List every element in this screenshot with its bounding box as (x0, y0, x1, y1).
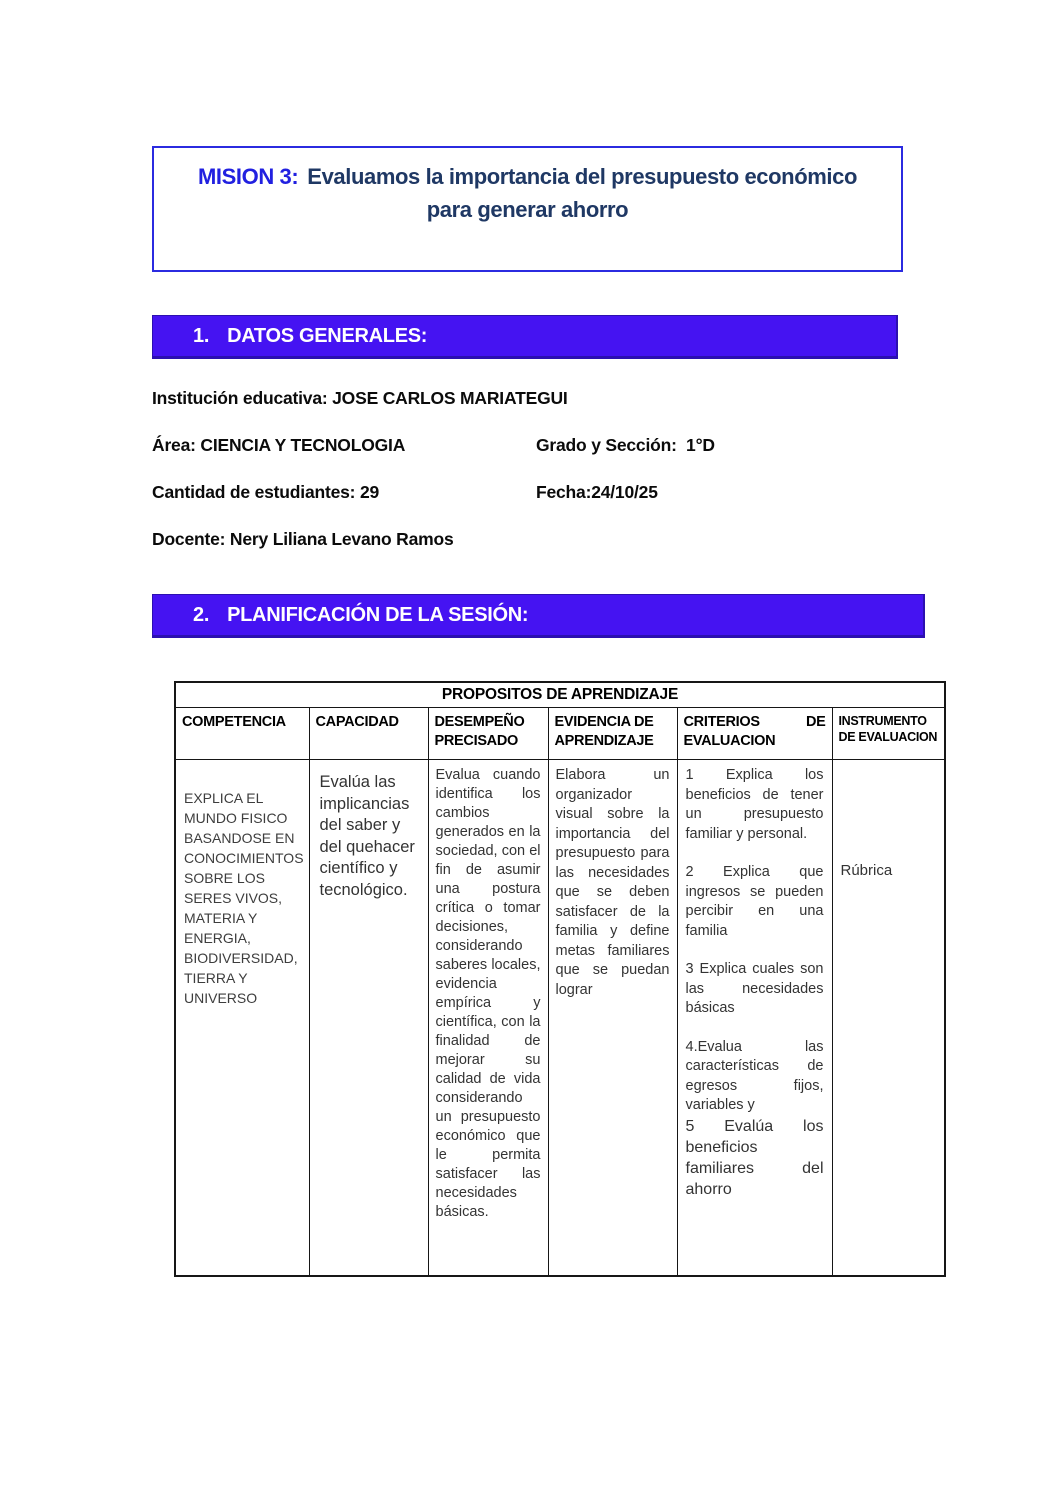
criterio-2: 2 Explica que ingresos se pueden percibir en una familia (685, 864, 824, 939)
col-header-capacidad: CAPACIDAD (309, 708, 428, 760)
info-institucion: Institución educativa: JOSE CARLOS MARIATEGUI (152, 388, 568, 408)
cell-capacidad: Evalúa las implicancias del saber y del quehacer científico y tecnológico. (309, 760, 428, 1276)
col-header-competencia: COMPETENCIA (175, 708, 309, 760)
table-row (175, 760, 945, 1276)
criterio-1: 1 Explica los beneficios de tener un presupuesto familiar y personal. (685, 767, 824, 842)
col-header-instrumento-evaluacion: INSTRUMENTO DE EVALUACION (832, 708, 945, 760)
cell-desempeno-precisado: Evalua cuando identifica los cambios generados en la sociedad, con el fin de asumir una postura crítica o tomar decisiones, considerando saberes locales, evidencia empírica y científica, con la finalidad de mejorar su calidad de vida considerando un presupuesto económico que le permita satisfacer las necesidades básicas. (428, 760, 548, 1276)
section-banner-planificacion (152, 594, 925, 638)
criterio-5: 5 Evalúa los beneficios familiares del ahorro (685, 1117, 824, 1198)
col-header-criterios-evaluacion: CRITERIOS DE EVALUACION (677, 708, 832, 760)
section-number: 2. (193, 603, 210, 626)
section-label: PLANIFICACIÓN DE LA SESIÓN: (227, 603, 529, 626)
info-cantidad-estudiantes: Cantidad de estudiantes: 29 (152, 482, 380, 502)
table-title: PROPOSITOS DE APRENDIZAJE (175, 682, 945, 708)
info-grado-seccion: Grado y Sección: 1°D (536, 435, 715, 455)
mission-title-line2: para generar ahorro (426, 197, 629, 222)
section-label: DATOS GENERALES: (227, 324, 428, 347)
cell-criterios-evaluacion (677, 760, 832, 1276)
info-fecha: Fecha:24/10/25 (536, 482, 658, 502)
criterio-3: 3 Explica cuales son las necesidades básicas (685, 961, 824, 1016)
mission-title-line1 (154, 160, 901, 193)
criterio-4: 4.Evalua las características de egresos fijos, variables y (685, 1038, 824, 1113)
info-area: Área: CIENCIA Y TECNOLOGIA (152, 435, 406, 455)
info-docente: Docente: Nery Liliana Levano Ramos (152, 529, 454, 549)
table-title-row (175, 682, 945, 708)
table-header-row (175, 708, 945, 760)
cell-competencia: EXPLICA EL MUNDO FISICO BASANDOSE EN CONOCIMIENTOS SOBRE LOS SERES VIVOS, MATERIA Y ENERGIA, BIODIVERSIDAD, TIERRA Y UNIVERSO (175, 760, 309, 1276)
section-number: 1. (193, 324, 210, 347)
propositos-table (174, 681, 946, 1277)
col-header-evidencia-aprendizaje: EVIDENCIA DE APRENDIZAJE (548, 708, 677, 760)
cell-evidencia-aprendizaje: Elabora un organizador visual sobre la importancia del presupuesto para las necesidades que se deben satisfacer de la familia y define metas familiares que se puedan lograr (548, 760, 677, 1276)
section-banner-datos-generales (152, 315, 898, 359)
cell-instrumento-evaluacion: Rúbrica (832, 760, 945, 1276)
mission-title-text: Evaluamos la importancia del presupuesto económico (307, 164, 858, 189)
mission-label: MISION 3: (197, 164, 299, 189)
col-header-desempeno-precisado: DESEMPEÑO PRECISADO (428, 708, 548, 760)
mission-title-box (152, 146, 903, 272)
